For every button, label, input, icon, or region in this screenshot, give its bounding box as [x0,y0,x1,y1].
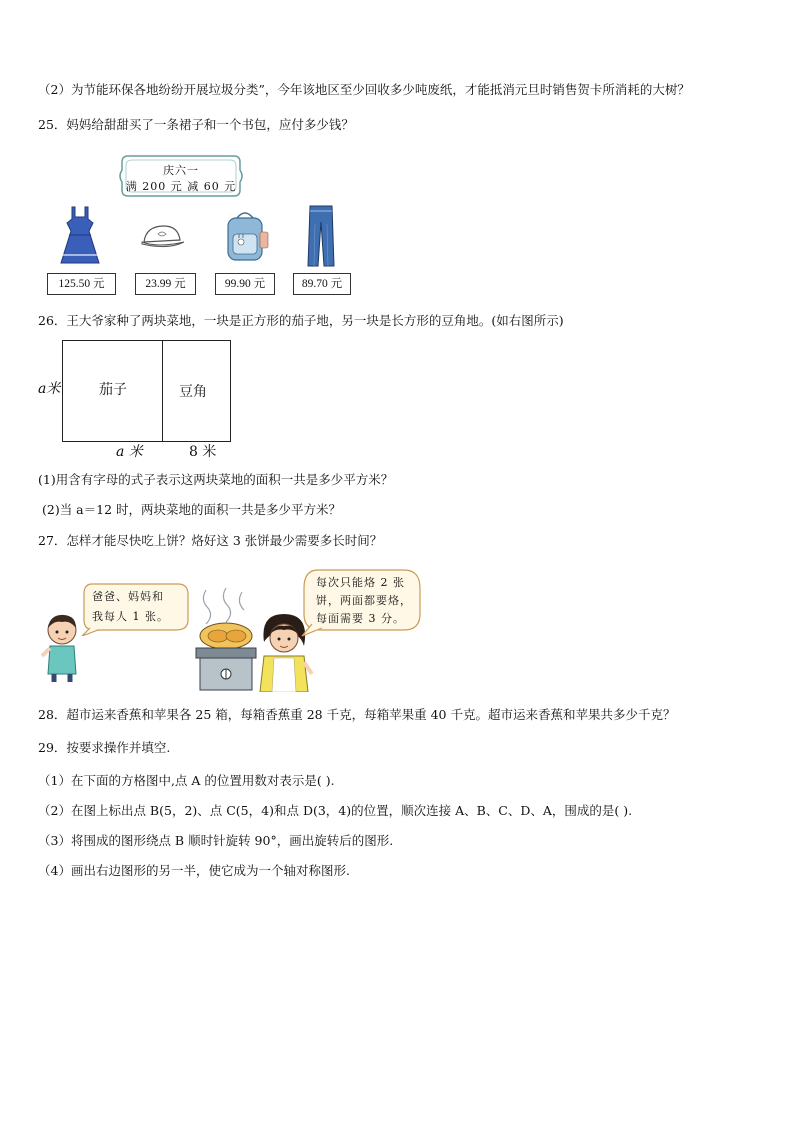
price-jeans: 89.70 元 [293,273,351,295]
q28-question: 28．超市运来香蕉和苹果各 25 箱，每箱香蕉重 28 千克，每箱苹果重 40 千克。超市运来香蕉和苹果共多少千克？ [38,707,676,722]
q26-sub1: (1)用含有字母的式子表示这两块菜地的面积一共是多少平方米？ [38,472,394,487]
q26-question: 26．王大爷家种了两块菜地，一块是正方形的茄子地，另一块是长方形的豆角地。(如右图所示) [38,313,564,328]
bottom-8-label: 8 米 [189,444,217,460]
side-a-label: a米 [38,381,61,397]
q27-question: 27．怎样才能尽快吃上饼？烙好这 3 张饼最少需要多长时间？ [38,533,383,548]
sale-line-2: 满 200 元 减 60 元 [125,180,237,193]
q24-part2: （2）为节能环保各地纷纷开展垃圾分类”，今年该地区至少回收多少吨废纸，才能抵消元旦时销售贺卡所消耗的大树？ [38,82,690,97]
mom-line-1: 每次只能烙 2 张 [316,576,405,589]
q29-question: 29．按要求操作并填空. [38,740,171,755]
sale-line-1: 庆六一 [163,164,199,177]
q25-question: 25．妈妈给甜甜买了一条裙子和一个书包，应付多少钱？ [38,117,354,132]
q29-sub3: （3）将围成的图形绕点 B 顺时针旋转 90°，画出旋转后的图形. [38,833,394,848]
q29-sub2: （2）在图上标出点 B(5，2)、点 C(5，4)和点 D(3，4)的位置，顺次连接 A、B、C、D、A，围成的是( ). [38,803,633,818]
price-cap: 23.99 元 [135,273,196,295]
mom-line-3: 每面需要 3 分。 [316,612,405,625]
jeans-icon [306,204,336,268]
stove-icon [192,586,260,692]
boy-line-1: 爸爸、妈妈和 [92,590,164,603]
garden-figure [62,340,231,442]
price-backpack: 99.90 元 [215,273,275,295]
sale-sign [118,150,244,202]
bottom-a-label: a 米 [116,444,143,460]
q26-sub2: (2)当 a＝12 时，两块菜地的面积一共是多少平方米？ [42,502,342,517]
q29-sub4: （4）画出右边图形的另一半，使它成为一个轴对称图形. [38,863,350,878]
backpack-icon [220,208,270,264]
price-dress: 125.50 元 [47,273,116,295]
boy-line-2: 我每人 1 张。 [92,610,169,623]
q29-sub1: （1）在下面的方格图中,点 A 的位置用数对表示是( ). [38,773,335,788]
garden-divider [162,341,163,441]
bean-label: 豆角 [179,384,207,400]
dress-icon [55,205,105,267]
cap-icon [138,222,188,252]
mom-line-2: 饼，两面都要烙， [316,594,412,607]
eggplant-label: 茄子 [99,382,127,398]
